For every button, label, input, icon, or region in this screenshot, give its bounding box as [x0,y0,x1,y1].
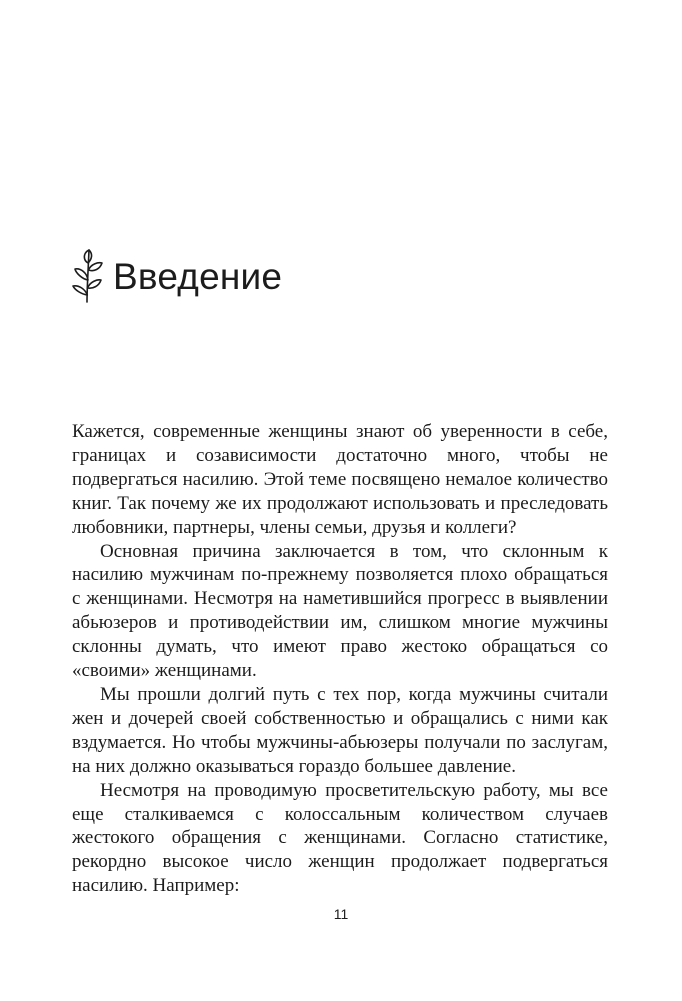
paragraph: Кажется, современные женщины знают об уверенности в себе, границах и созависимости достаточно много, чтобы не подвергаться насилию. Этой теме посвящено немалое количество книг. Так почему же их продолжают использовать и преследовать любовники, партнеры, члены семьи, друзья и коллеги? [72,421,608,538]
paragraph: Несмотря на проводимую просветительскую работу, мы все еще сталкиваемся с колоссальным количеством случаев жестокого обращения с женщинами. Согласно статистике, рекордно высокое число женщин продолжает подвергаться насилию. Например: [72,779,608,897]
paragraph: Основная причина заключается в том, что склонным к насилию мужчинам по-прежнему позволяется плохо обращаться с женщинами. Несмотря на наметившийся прогресс в выявлении абьюзеров и противодействии им, слишком многие мужчины склонны думать, что имеют право жестоко обращаться со «своими» женщинами. [72,540,608,682]
page-number: 11 [333,906,349,922]
chapter-title: Введение [113,256,283,297]
paragraph: Мы прошли долгий путь с тех пор, когда мужчины считали жен и дочерей своей собственностью и обращались с ними как вздумается. Но чтобы мужчины-абьюзеры получали по заслугам, на них должно оказываться гораздо большее давление. [72,683,608,777]
chapter-heading [71,244,282,304]
leaf-branch-icon [71,244,105,304]
body-text [72,420,608,898]
